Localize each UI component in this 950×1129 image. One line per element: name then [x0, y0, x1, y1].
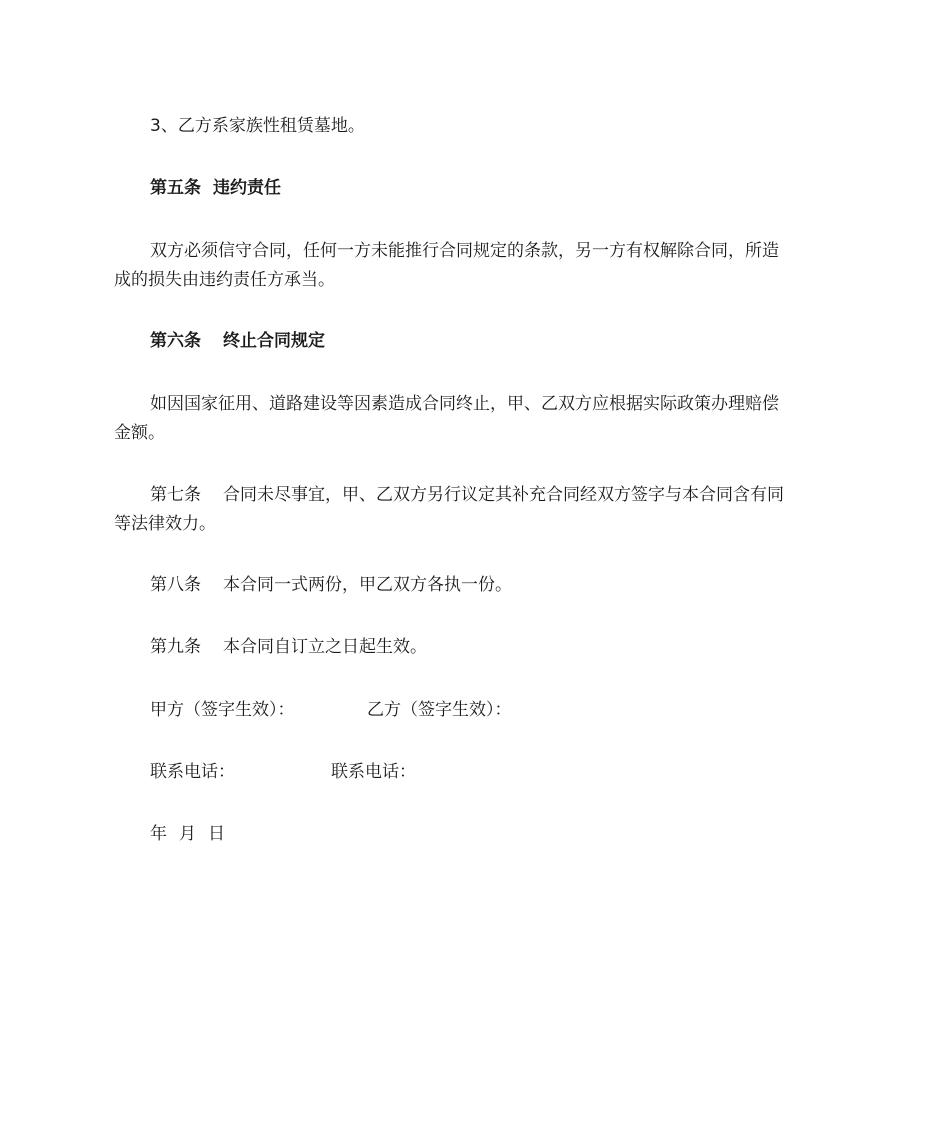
article-9-number: 第九条	[150, 637, 201, 657]
clause-item-3	[150, 112, 365, 140]
article-9-text: 本合同自订立之日起生效。	[223, 637, 427, 657]
article-6-number: 第六条	[150, 331, 201, 351]
article-6-body-text-2: 金额。	[114, 423, 165, 443]
article-6-title: 终止合同规定	[223, 331, 325, 351]
signature-line-b	[367, 696, 512, 724]
article-5-body-text-2: 成的损失由违约责任方承当。	[114, 270, 335, 290]
article-9	[150, 633, 427, 661]
signature-line	[150, 696, 295, 724]
article-8	[150, 571, 512, 599]
article-7-line-1	[150, 481, 784, 509]
article-5-body-text-1: 双方必须信守合同，任何一方未能推行合同规定的条款，另一方有权解除合同，所造	[150, 241, 779, 261]
article-5-number: 第五条	[150, 178, 201, 198]
party-a-signature-label: 甲方（签字生效）：	[150, 700, 295, 720]
article-7-line-2	[114, 510, 216, 538]
article-8-number: 第八条	[150, 575, 201, 595]
article-5-body-line-2	[114, 266, 335, 294]
date-day: 日	[208, 824, 225, 844]
date-line	[150, 820, 225, 848]
article-5-heading	[150, 174, 281, 202]
article-7-text-2: 等法律效力。	[114, 514, 216, 534]
article-7-text-1: 合同未尽事宜，甲、乙双方另行议定其补充合同经双方签字与本合同含有同	[223, 485, 784, 505]
article-6-body-line-1	[150, 390, 779, 418]
article-5-title: 违约责任	[213, 178, 281, 198]
phone-line-b	[331, 758, 416, 786]
date-year: 年	[150, 824, 167, 844]
date-month: 月	[179, 824, 196, 844]
article-7-number: 第七条	[150, 485, 201, 505]
clause-item-3-text: 3、乙方系家族性租赁墓地。	[150, 116, 365, 136]
article-6-heading	[150, 327, 325, 355]
party-b-signature-label: 乙方（签字生效）：	[367, 700, 512, 720]
party-b-phone-label: 联系电话：	[331, 762, 416, 782]
party-a-phone-label: 联系电话：	[150, 762, 235, 782]
article-6-body-text-1: 如因国家征用、道路建设等因素造成合同终止，甲、乙双方应根据实际政策办理赔偿	[150, 394, 779, 414]
phone-line	[150, 758, 235, 786]
article-5-body-line-1	[150, 237, 779, 265]
article-6-body-line-2	[114, 419, 165, 447]
article-8-text: 本合同一式两份，甲乙双方各执一份。	[223, 575, 512, 595]
